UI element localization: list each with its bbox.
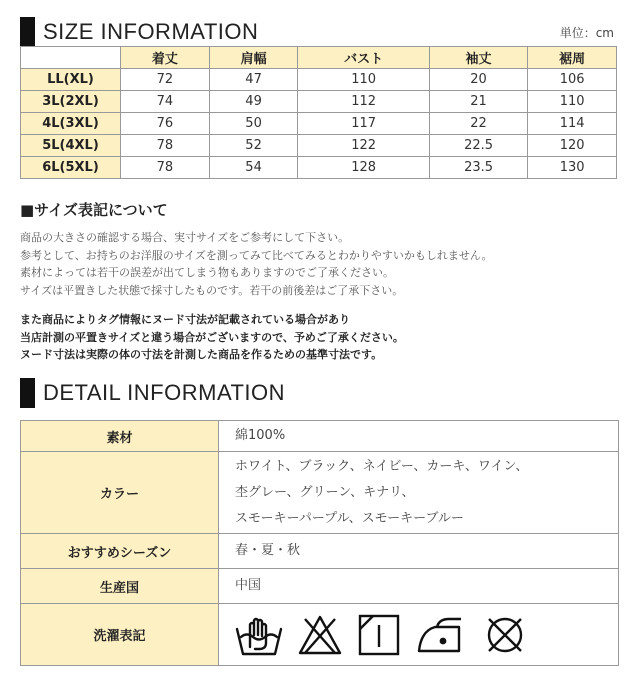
season-value: 春・夏・秋 bbox=[219, 534, 619, 569]
table-cell: 78 bbox=[121, 157, 210, 179]
note-line-bold: また商品によりタグ情報にヌード寸法が記載されている場合があり bbox=[20, 313, 350, 326]
size-notes-title: ■サイズ表記について bbox=[20, 201, 168, 219]
material-label: 素材 bbox=[21, 421, 219, 452]
size-label: 3L(2XL) bbox=[21, 91, 121, 113]
detail-row-origin bbox=[21, 569, 619, 604]
column-header: 裾周 bbox=[528, 47, 617, 69]
table-cell: 117 bbox=[298, 113, 429, 135]
care-label: 洗濯表記 bbox=[21, 604, 219, 666]
care-value bbox=[219, 604, 619, 666]
table-cell: 112 bbox=[298, 91, 429, 113]
table-cell: 47 bbox=[209, 69, 298, 91]
table-cell: 22.5 bbox=[429, 135, 527, 157]
material-value: 綿100% bbox=[219, 421, 619, 452]
table-cell: 20 bbox=[429, 69, 527, 91]
table-row bbox=[21, 157, 617, 179]
column-header: 着丈 bbox=[121, 47, 210, 69]
header-bar bbox=[20, 17, 35, 47]
detail-row-material bbox=[21, 421, 619, 452]
note-line-bold: ヌード寸法は実際の体の寸法を計測した商品を作るための基準寸法です。 bbox=[20, 348, 383, 361]
table-cell: 50 bbox=[209, 113, 298, 135]
table-row bbox=[21, 135, 617, 157]
color-line: 杢グレー、グリーン、キナリ、 bbox=[235, 484, 415, 500]
unit-label: 単位：cm bbox=[559, 26, 614, 40]
table-cell: 52 bbox=[209, 135, 298, 157]
color-line: スモーキーパープル、スモーキーブルー bbox=[235, 510, 464, 526]
origin-label: 生産国 bbox=[21, 569, 219, 604]
table-cell: 23.5 bbox=[429, 157, 527, 179]
note-line: 参考として、お持ちのお洋服のサイズを測ってみて比べてみるとわかりやすいかもしれません。 bbox=[20, 248, 493, 262]
table-row bbox=[21, 113, 617, 135]
table-cell: 76 bbox=[121, 113, 210, 135]
nude-size-notes bbox=[20, 311, 404, 364]
detail-row-season bbox=[21, 534, 619, 569]
detail-section-title: DETAIL INFORMATION bbox=[43, 380, 286, 405]
note-line: サイズは平置きした状態で採寸したものです。若干の前後差はご了承下さい。 bbox=[20, 283, 404, 297]
table-cell: 130 bbox=[528, 157, 617, 179]
table-cell: 49 bbox=[209, 91, 298, 113]
table-cell: 128 bbox=[298, 157, 429, 179]
no-bleach-icon bbox=[297, 613, 343, 657]
size-label: 5L(4XL) bbox=[21, 135, 121, 157]
table-cell: 122 bbox=[298, 135, 429, 157]
care-symbols bbox=[235, 613, 618, 657]
no-dry-clean-icon bbox=[483, 613, 527, 657]
table-row bbox=[21, 69, 617, 91]
detail-table bbox=[20, 420, 619, 666]
size-label: 6L(5XL) bbox=[21, 157, 121, 179]
table-cell: 21 bbox=[429, 91, 527, 113]
column-header: 肩幅 bbox=[209, 47, 298, 69]
size-table-header-row bbox=[21, 47, 617, 69]
table-cell: 78 bbox=[121, 135, 210, 157]
season-label: おすすめシーズン bbox=[21, 534, 219, 569]
table-cell: 114 bbox=[528, 113, 617, 135]
column-header: 袖丈 bbox=[429, 47, 527, 69]
line-dry-icon bbox=[357, 613, 401, 657]
hand-wash-icon bbox=[235, 613, 283, 657]
color-line: ホワイト、ブラック、ネイビー、カーキ、ワイン、 bbox=[235, 458, 529, 474]
table-row bbox=[21, 91, 617, 113]
size-label: LL(XL) bbox=[21, 69, 121, 91]
detail-row-care bbox=[21, 604, 619, 666]
size-notes bbox=[20, 229, 493, 299]
note-line: 素材によっては若干の誤差が出てしまう物もありますのでご了承ください。 bbox=[20, 266, 394, 279]
detail-section-header bbox=[20, 378, 285, 408]
color-value bbox=[219, 452, 619, 534]
size-section-header bbox=[20, 17, 258, 47]
color-label: カラー bbox=[21, 452, 219, 534]
table-cell: 110 bbox=[528, 91, 617, 113]
header-bar bbox=[20, 378, 35, 408]
column-header: バスト bbox=[298, 47, 429, 69]
table-cell: 110 bbox=[298, 69, 429, 91]
size-label: 4L(3XL) bbox=[21, 113, 121, 135]
table-cell: 120 bbox=[528, 135, 617, 157]
origin-value: 中国 bbox=[219, 569, 619, 604]
table-cell: 22 bbox=[429, 113, 527, 135]
note-line: 商品の大きさの確認する場合、実寸サイズをご参考にして下さい。 bbox=[20, 231, 350, 244]
size-section-title: SIZE INFORMATION bbox=[43, 19, 259, 44]
table-cell: 106 bbox=[528, 69, 617, 91]
table-cell: 72 bbox=[121, 69, 210, 91]
size-table-corner bbox=[21, 47, 121, 69]
size-table bbox=[20, 46, 617, 179]
iron-low-icon bbox=[415, 613, 469, 657]
table-cell: 74 bbox=[121, 91, 210, 113]
detail-row-color bbox=[21, 452, 619, 534]
table-cell: 54 bbox=[209, 157, 298, 179]
note-line-bold: 当店計測の平置きサイズと違う場合がございますので、予めご了承ください。 bbox=[20, 330, 404, 344]
